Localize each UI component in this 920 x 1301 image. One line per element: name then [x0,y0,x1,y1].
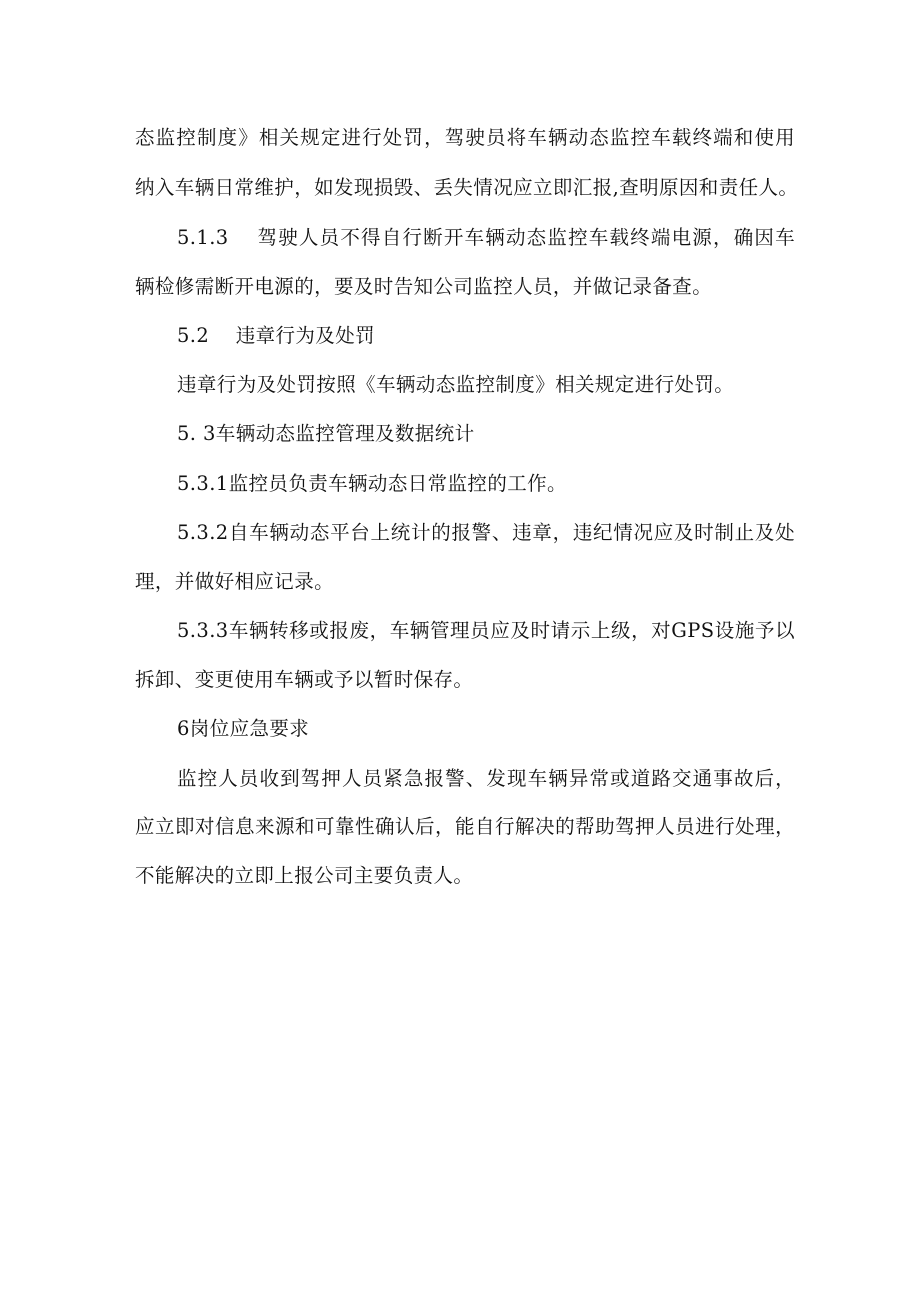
paragraph-line: 监控人员收到驾押人员紧急报警、发现车辆异常或道路交通事故后， [177,767,795,790]
paragraph-line: 拆卸、变更使用车辆或予以暂时保存。 [135,668,474,691]
section-5-1-3-line: 5.1.3 驾驶人员不得自行断开车辆动态监控车载终端电源，确因车 [177,226,795,249]
section-5-3-1-line: 5.3.1监控员负责车辆动态日常监控的工作。 [177,472,567,495]
paragraph-line: 纳入车辆日常维护，如发现损毁、丢失情况应立即汇报,查明原因和责任人。 [135,176,799,199]
section-5-3-heading: 5. 3车辆动态监控管理及数据统计 [177,422,475,445]
paragraph-line: 应立即对信息来源和可靠性确认后，能自行解决的帮助驾押人员进行处理， [135,815,795,838]
paragraph-line: 态监控制度》相关规定进行处罚，驾驶员将车辆动态监控车载终端和使用 [135,126,795,149]
section-5-3-2-line: 5.3.2自车辆动态平台上统计的报警、违章，违纪情况应及时制止及处 [177,521,795,544]
paragraph-line: 理，并做好相应记录。 [135,570,335,593]
paragraph-line: 违章行为及处罚按照《车辆动态监控制度》相关规定进行处罚。 [177,373,735,396]
paragraph-line: 不能解决的立即上报公司主要负责人。 [135,864,474,887]
section-5-3-3-line: 5.3.3车辆转移或报废，车辆管理员应及时请示上级，对GPS设施予以 [177,619,795,642]
section-6-heading: 6岗位应急要求 [177,717,310,740]
paragraph-line: 辆检修需断开电源的，要及时告知公司监控人员，并做记录备查。 [135,275,713,298]
section-5-2-heading: 5.2 违章行为及处罚 [177,324,376,347]
